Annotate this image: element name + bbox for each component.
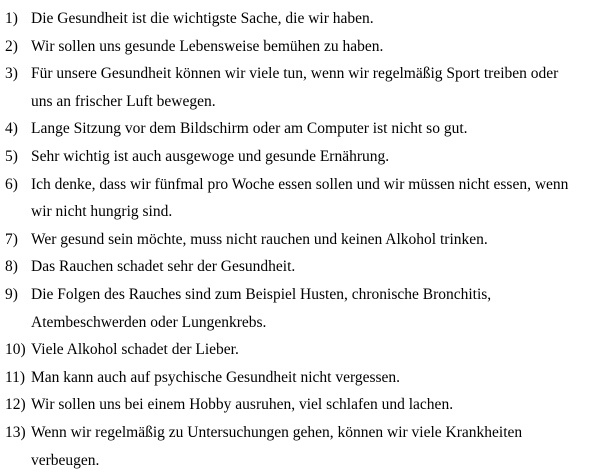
item-number: 3) bbox=[5, 65, 18, 83]
item-text bbox=[31, 364, 601, 392]
list-item bbox=[0, 336, 601, 364]
item-number: 1) bbox=[5, 10, 18, 27]
list-item bbox=[0, 60, 601, 115]
item-line: Die Gesundheit ist die wichtigste Sache, die wir haben. bbox=[31, 10, 374, 27]
item-line: verbeugen. bbox=[31, 451, 100, 469]
item-text bbox=[31, 226, 601, 254]
list-item bbox=[0, 391, 601, 419]
item-number: 5) bbox=[5, 147, 18, 165]
list-item bbox=[0, 281, 601, 336]
item-line: Atembeschwerden oder Lungenkrebs. bbox=[31, 313, 267, 331]
item-number: 2) bbox=[5, 37, 18, 55]
item-line: Wir sollen uns gesunde Lebensweise bemühen zu haben. bbox=[31, 37, 384, 55]
item-line: Für unsere Gesundheit können wir viele tun, wenn wir regelmäßig Sport treiben oder bbox=[31, 65, 559, 83]
list-item bbox=[0, 143, 601, 171]
item-text bbox=[31, 391, 601, 419]
item-text bbox=[31, 419, 601, 474]
item-text bbox=[31, 336, 601, 364]
item-text bbox=[31, 281, 601, 336]
list-item bbox=[0, 171, 601, 226]
item-line: Lange Sitzung vor dem Bildschirm oder am Computer ist nicht so gut. bbox=[31, 120, 468, 138]
item-line: Das Rauchen schadet sehr der Gesundheit. bbox=[31, 258, 296, 276]
item-number: 8) bbox=[5, 258, 18, 276]
item-text bbox=[31, 33, 601, 61]
item-line: Wer gesund sein möchte, muss nicht rauchen und keinen Alkohol trinken. bbox=[31, 230, 488, 248]
list-item bbox=[0, 419, 601, 474]
item-line: Wenn wir regelmäßig zu Untersuchungen gehen, können wir viele Krankheiten bbox=[31, 423, 523, 441]
list-item bbox=[0, 226, 601, 254]
list-item bbox=[0, 115, 601, 143]
item-line: Ich denke, dass wir fünfmal pro Woche essen sollen und wir müssen nicht essen, wenn bbox=[31, 175, 569, 193]
list-item bbox=[0, 33, 601, 61]
item-text bbox=[31, 171, 601, 226]
item-line: uns an frischer Luft bewegen. bbox=[31, 92, 216, 110]
list-item bbox=[0, 5, 601, 33]
item-number: 6) bbox=[5, 175, 18, 193]
item-number: 13) bbox=[5, 423, 26, 441]
item-number: 11) bbox=[5, 368, 26, 386]
item-line: Viele Alkohol schadet der Lieber. bbox=[31, 341, 239, 359]
item-line: Sehr wichtig ist auch ausgewoge und gesunde Ernährung. bbox=[31, 147, 390, 165]
item-text bbox=[31, 5, 601, 33]
item-text bbox=[31, 253, 601, 281]
item-text bbox=[31, 60, 601, 115]
item-number: 7) bbox=[5, 230, 18, 248]
item-number: 12) bbox=[5, 396, 26, 414]
item-line: Die Folgen des Rauches sind zum Beispiel Husten, chronische Bronchitis, bbox=[31, 285, 492, 303]
list-item bbox=[0, 253, 601, 281]
item-text bbox=[31, 115, 601, 143]
item-line: Man kann auch auf psychische Gesundheit nicht vergessen. bbox=[31, 368, 401, 386]
item-number: 10) bbox=[5, 341, 26, 359]
item-number: 4) bbox=[5, 120, 18, 138]
item-text bbox=[31, 143, 601, 171]
item-line: Wir sollen uns bei einem Hobby ausruhen, viel schlafen und lachen. bbox=[31, 396, 454, 414]
item-number: 9) bbox=[5, 285, 18, 303]
item-line: wir nicht hungrig sind. bbox=[31, 203, 173, 221]
list-item bbox=[0, 364, 601, 392]
